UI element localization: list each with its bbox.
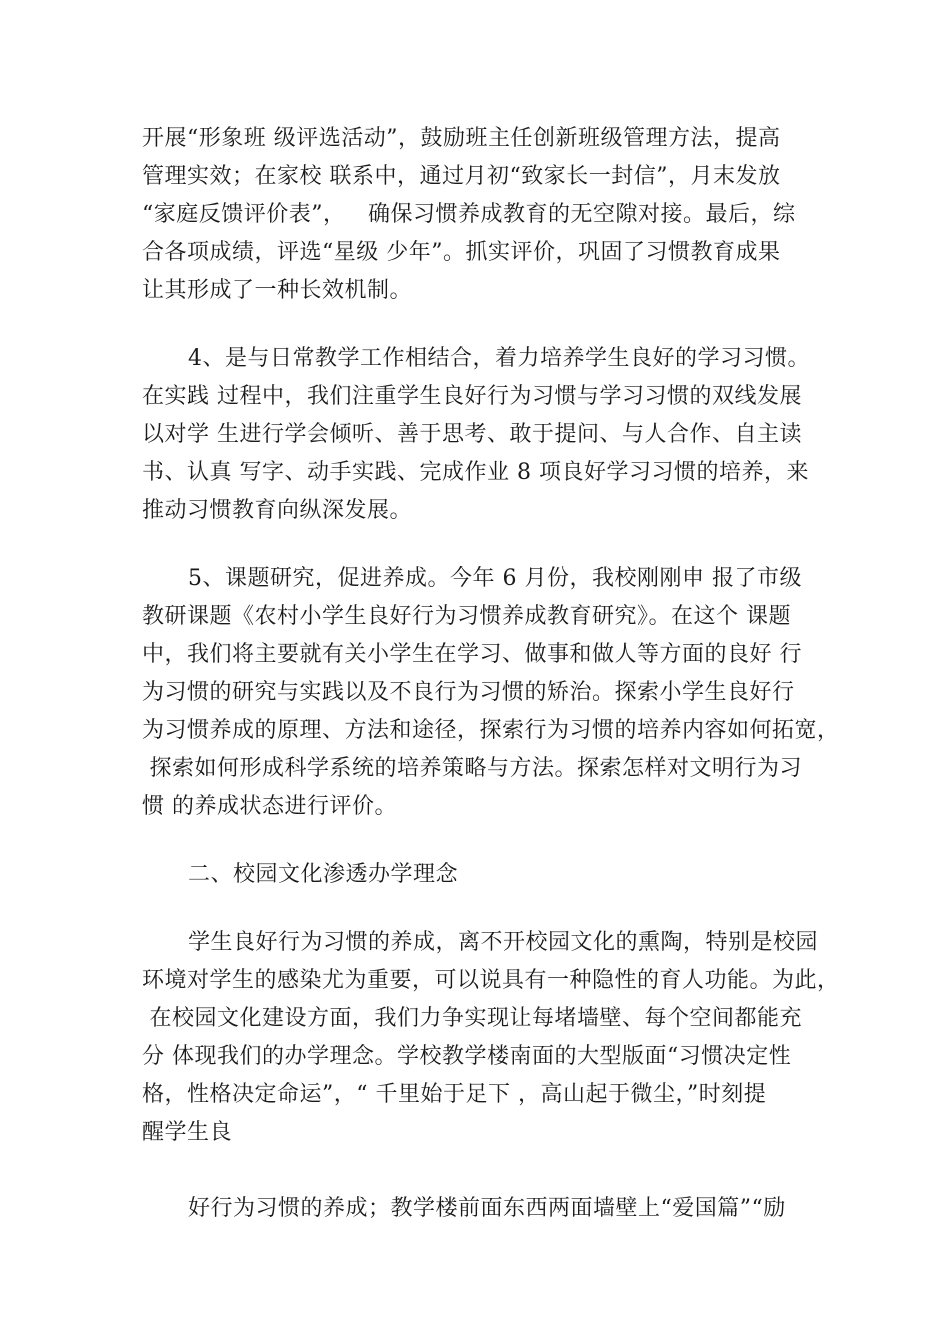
text-line: 在校园文化建设方面，我们力争实现让每堵墙壁、每个空间都能充 xyxy=(142,1006,802,1031)
text-line: 在实践 过程中，我们注重学生良好行为习惯与学习习惯的双线发展 xyxy=(142,384,802,409)
text-line: 探索如何形成科学系统的培养策略与方法。探索怎样对文明行为习 xyxy=(142,756,802,781)
text-line: 开展“形象班 级评选活动”，鼓励班主任创新班级管理方法，提高 xyxy=(142,126,781,151)
text-line: 惯 的养成状态进行评价。 xyxy=(142,794,397,819)
text-line: 为习惯养成的原理、方法和途径，探索行为习惯的培养内容如何拓宽， xyxy=(142,718,840,743)
text-line: 环境对学生的感染尤为重要，可以说具有一种隐性的育人功能。为此， xyxy=(142,968,840,993)
text-line: 以对学 生进行学会倾听、善于思考、敢于提问、与人合作、自主读 xyxy=(142,422,802,447)
text-line: 格，性格决定命运”，“ 千里始于足下 ，高山起于微尘，”时刻提 xyxy=(142,1082,767,1107)
text-line: 学生良好行为习惯的养成，离不开校园文化的熏陶，特别是校园 xyxy=(188,930,819,955)
text-line: 分 体现我们的办学理念。学校教学楼南面的大型版面“习惯决定性 xyxy=(142,1044,792,1069)
text-line: 好行为习惯的养成；教学楼前面东西两面墙壁上“爱国篇”“励 xyxy=(188,1196,786,1221)
text-line: “家庭反馈评价表”， 确保习惯养成教育的无空隙对接。最后，综 xyxy=(142,202,796,227)
text-line: 醒学生良 xyxy=(142,1120,233,1145)
text-line: 教研课题《农村小学生良好行为习惯养成教育研究》。在这个 课题 xyxy=(142,604,791,629)
text-line: 4、是与日常教学工作相结合，着力培养学生良好的学习习惯。 xyxy=(188,346,810,371)
text-line: 为习惯的研究与实践以及不良行为习惯的矫治。探索小学生良好行 xyxy=(142,680,795,705)
text-line: 中，我们将主要就有关小学生在学习、做事和做人等方面的良好 行 xyxy=(142,642,802,667)
text-line: 书、认真 写字、动手实践、完成作业 8 项良好学习习惯的培养，来 xyxy=(142,460,809,485)
section-heading: 二、校园文化渗透办学理念 xyxy=(188,862,459,887)
text-line: 推动习惯教育向纵深发展。 xyxy=(142,498,413,523)
text-line: 5、课题研究，促进养成。今年 6 月份，我校刚刚申 报了市级 xyxy=(188,566,802,591)
text-line: 让其形成了一种长效机制。 xyxy=(142,278,413,303)
text-line: 合各项成绩，评选“星级 少年”。抓实评价，巩固了习惯教育成果 xyxy=(142,240,781,265)
text-line: 管理实效；在家校 联系中，通过月初“致家长一封信”，月末发放 xyxy=(142,164,781,189)
